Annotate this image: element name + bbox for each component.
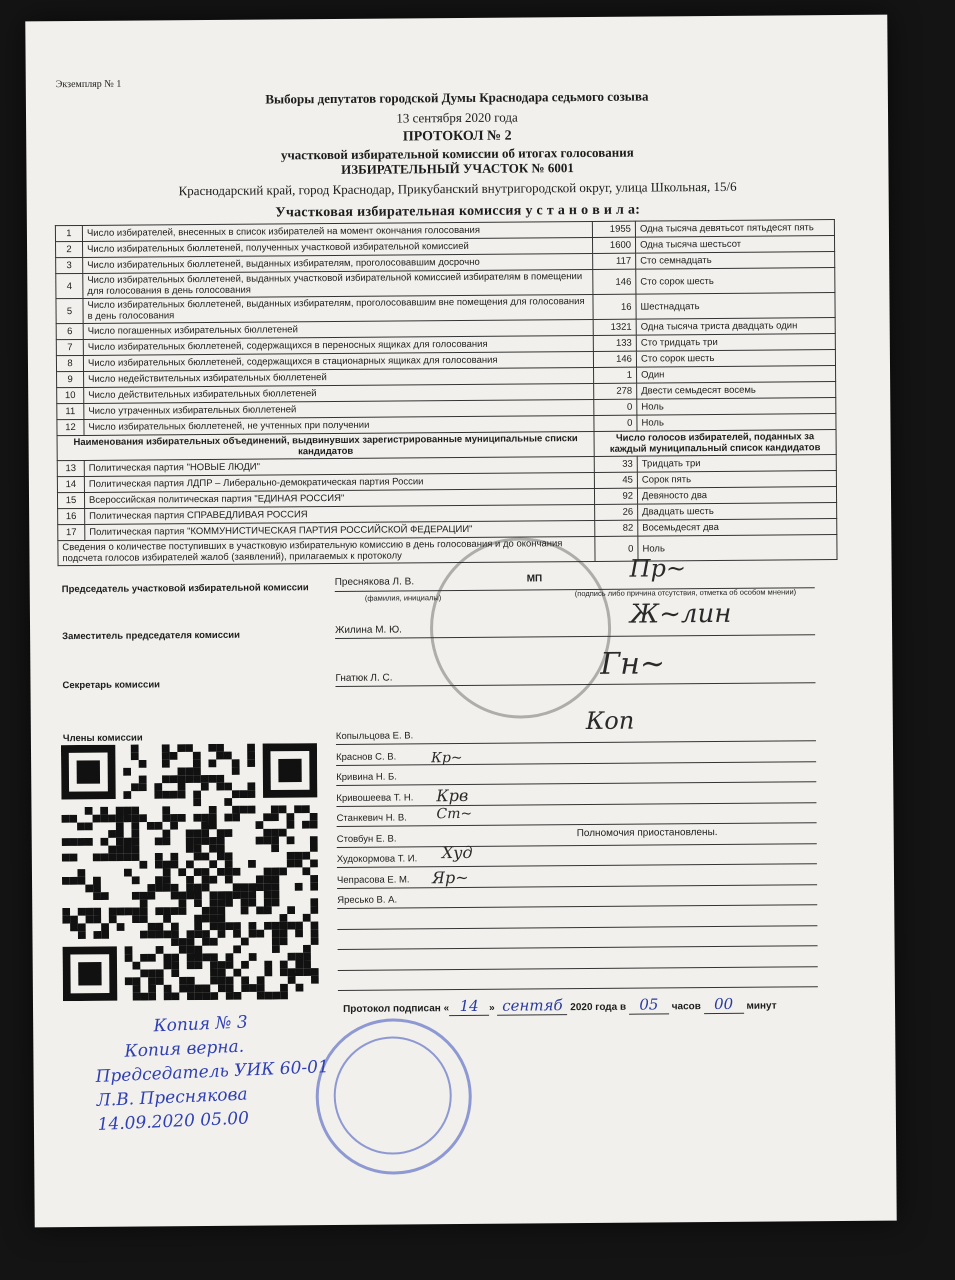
secretary-name: Гнатюк Л. С. — [335, 672, 393, 684]
complaints-words: Ноль — [638, 535, 837, 562]
row-number: 6 — [56, 323, 83, 339]
member-line — [337, 925, 817, 930]
row-words: Сто тридцать три — [636, 334, 835, 352]
commission-seal-inner — [333, 1036, 452, 1155]
member-name: Кривошеева Т. Н. — [336, 791, 414, 804]
row-words: Сорок пять — [637, 471, 836, 489]
row-label: Политическая партия ЛДПР – Либерально-демократическая партия России — [84, 472, 594, 492]
member-line — [338, 945, 818, 950]
row-number: 13 — [57, 460, 84, 476]
row-words: Шестнадцать — [636, 293, 835, 320]
member-signature-5: Ст~ — [436, 805, 473, 823]
row-number: 7 — [56, 339, 83, 355]
signed-mid: » — [489, 1002, 495, 1014]
complaints-value: 0 — [595, 536, 638, 561]
complaints-row — [58, 535, 837, 566]
precinct-address: Краснодарский край, город Краснодар, Прикубанский внутригородской округ, улица Школьная, 15/6 — [178, 178, 737, 199]
minutes-label: минут — [746, 1000, 777, 1012]
member-name: Станкевич Н. В. — [336, 812, 407, 824]
row-label: Число избирательных бюллетеней, полученных участковой избирательной комиссией — [83, 237, 593, 257]
row-number: 14 — [57, 476, 84, 492]
deputy-name: Жилина М. Ю. — [335, 624, 402, 636]
row-words: Сто сорок шесть — [636, 268, 835, 295]
row-number: 17 — [58, 524, 85, 540]
signed-line — [343, 995, 777, 1017]
protocol-document — [25, 15, 896, 1228]
note-line-2: Копия верна. — [124, 1036, 245, 1062]
row-number: 4 — [56, 273, 83, 298]
party-section-right: Число голосов избирателей, поданных за каждый муниципальный список кандидатов — [594, 430, 836, 457]
secretary-signature: Гн~ — [600, 646, 666, 682]
row-words: Ноль — [637, 398, 836, 416]
row-words: Одна тысяча шестьсот — [635, 236, 834, 254]
row-words: Восемьдесят два — [638, 519, 837, 537]
row-number: 2 — [56, 241, 83, 257]
note-line-3: Председатель УИК 60-01 — [95, 1056, 330, 1087]
row-number: 16 — [58, 508, 85, 524]
row-words: Одна тысяча девятьсот пятьдесят пять — [635, 220, 834, 238]
members-label: Члены комиссии — [62, 732, 143, 745]
row-value: 16 — [593, 294, 636, 319]
member-name: Стовбун Е. В. — [336, 833, 397, 845]
row-words: Двадцать шесть — [638, 503, 837, 521]
row-value: 0 — [594, 399, 637, 415]
row-label: Политическая партия "НОВЫЕ ЛЮДИ" — [84, 456, 594, 476]
row-value: 146 — [593, 269, 636, 294]
row-number: 9 — [57, 371, 84, 387]
chair-label: Председатель участковой избирательной комиссии — [61, 582, 309, 596]
signed-hours: 05 — [629, 995, 669, 1014]
row-words: Двести семьдесят восемь — [637, 382, 836, 400]
row-label: Число избирательных бюллетеней, не учтенных при получении — [84, 415, 594, 435]
member-name: Краснов С. В. — [336, 751, 397, 763]
row-value: 0 — [594, 415, 637, 431]
established-heading: Участковая избирательная комиссия у с т а н о в и л а: — [275, 202, 641, 221]
deputy-signature: Ж~лин — [629, 598, 732, 630]
election-title: Выборы депутатов городской Думы Краснодара седьмого созыва — [265, 88, 649, 107]
copy-label: Экземпляр № 1 — [55, 78, 122, 91]
row-label: Число избирательных бюллетеней, выданных избирателям, проголосовавшим досрочно — [83, 253, 593, 273]
note-line-5: 14.09.2020 05.00 — [97, 1108, 250, 1135]
row-value: 1 — [594, 367, 637, 383]
qr-code — [61, 743, 319, 1001]
row-label: Политическая партия СПРАВЕДЛИВАЯ РОССИЯ — [85, 504, 595, 524]
row-label: Число избирательных бюллетеней, содержащихся в стационарных ящиках для голосования — [83, 351, 593, 371]
row-value: 45 — [594, 472, 637, 488]
member-signature-1: Коп — [585, 706, 635, 736]
row-number: 10 — [57, 387, 84, 403]
member-signature-2: Кр~ — [431, 749, 463, 767]
row-value: 133 — [593, 335, 636, 351]
deputy-label: Заместитель председателя комиссии — [62, 629, 240, 643]
signed-day: 14 — [449, 997, 489, 1016]
member-signature-7: Худ — [441, 842, 473, 863]
member-name: Копыльцова Е. В. — [335, 730, 414, 742]
row-label: Число недействительных избирательных бюллетеней — [84, 367, 594, 387]
row-value: 1955 — [592, 221, 635, 237]
copy-certification-note — [93, 1007, 331, 1137]
member-name: Яресько В. А. — [337, 894, 398, 906]
row-words: Сто семнадцать — [636, 252, 835, 270]
row-words: Одна тысяча триста двадцать один — [636, 318, 835, 336]
row-number: 15 — [57, 492, 84, 508]
row-number: 1 — [55, 225, 82, 241]
member-name: Худокормова Т. И. — [336, 853, 418, 865]
row-value: 33 — [594, 456, 637, 472]
member-line — [338, 966, 818, 971]
row-value: 1321 — [593, 319, 636, 335]
row-label: Число погашенных избирательных бюллетеней — [83, 319, 593, 339]
chair-name: Преснякова Л. В. — [334, 576, 415, 588]
chair-signature: Пр~ — [629, 554, 687, 583]
row-label: Число действительных избирательных бюллетеней — [84, 383, 594, 403]
row-label: Политическая партия "КОММУНИСТИЧЕСКАЯ ПАРТИЯ РОССИЙСКОЙ ФЕДЕРАЦИИ" — [85, 520, 595, 540]
member-line — [337, 843, 817, 848]
row-value: 26 — [595, 504, 638, 520]
row-value: 117 — [593, 253, 636, 269]
row-number: 5 — [56, 298, 83, 323]
member-signature-9: Яр~ — [431, 867, 469, 888]
row-words: Ноль — [637, 414, 836, 432]
row-label: Число избирателей, внесенных в список избирателей на момент окончания голосования — [82, 221, 592, 241]
row-words: Сто сорок шесть — [636, 350, 835, 368]
member-signature-4: Крв — [436, 785, 469, 806]
signed-minutes: 00 — [704, 995, 744, 1014]
row-number: 8 — [56, 355, 83, 371]
signed-prefix: Протокол подписан « — [343, 1003, 450, 1015]
member-name: Чепрасова Е. М. — [336, 873, 410, 886]
row-label: Число избирательных бюллетеней, выданных избирателям, проголосовавшим вне помещения для голосования в день голосования — [83, 294, 593, 323]
row-value: 278 — [594, 383, 637, 399]
row-number: 12 — [57, 419, 84, 435]
row-words: Один — [637, 366, 836, 384]
signed-month: сентяб — [497, 996, 567, 1016]
member-line — [337, 822, 817, 827]
precinct-title: ИЗБИРАТЕЛЬНЫЙ УЧАСТОК № 6001 — [341, 160, 574, 177]
powers-suspended: Полномочия приостановлены. — [576, 826, 718, 840]
complaints-label: Сведения о количестве поступивших в участковую избирательную комиссию в день голосования и до окончания подсчета голосов избирателей жалоб (заявлений), прилагаемых к протоколу — [58, 536, 595, 565]
row-value: 146 — [593, 351, 636, 367]
party-section-left: Наименования избирательных объединений, выдвинувших зарегистрированные муниципальные списки кандидатов — [57, 431, 594, 460]
member-name: Кривина Н. Б. — [336, 771, 397, 783]
row-value: 1600 — [592, 237, 635, 253]
results-table — [55, 219, 838, 566]
row-label: Всероссийская политическая партия "ЕДИНАЯ РОССИЯ" — [84, 488, 594, 508]
protocol-title: ПРОТОКОЛ № 2 — [402, 128, 512, 145]
row-value: 82 — [595, 520, 638, 536]
member-line — [336, 781, 816, 786]
note-line-1: Копия № 3 — [153, 1012, 249, 1037]
note-line-4: Л.В. Преснякова — [96, 1084, 249, 1111]
member-line — [337, 904, 817, 909]
commission-seal-top — [429, 537, 611, 719]
row-value: 92 — [594, 488, 637, 504]
election-date: 13 сентября 2020 года — [396, 109, 518, 126]
mp-label: МП — [526, 573, 543, 585]
row-label: Число избирательных бюллетеней, содержащихся в переносных ящиках для голосования — [83, 335, 593, 355]
row-words: Тридцать три — [637, 455, 836, 473]
row-words: Девяносто два — [637, 487, 836, 505]
row-label: Число утраченных избирательных бюллетеней — [84, 399, 594, 419]
secretary-label: Секретарь комиссии — [62, 679, 161, 692]
member-line — [338, 986, 818, 991]
row-number: 3 — [56, 257, 83, 273]
row-number: 11 — [57, 403, 84, 419]
hours-label: часов — [671, 1001, 701, 1013]
sign-note: (подпись либо причина отсутствия, отметка об особом мнении) — [574, 587, 797, 599]
protocol-subtitle: участковой избирательной комиссии об итогах голосования — [280, 144, 634, 163]
member-line — [336, 761, 816, 766]
signed-year: 2020 года в — [570, 1001, 627, 1014]
row-label: Число избирательных бюллетеней, выданных участковой избирательной комиссией избирателям в помещении для голосования в день голосования — [83, 269, 593, 298]
name-note: (фамилия, инициалы) — [364, 593, 442, 603]
